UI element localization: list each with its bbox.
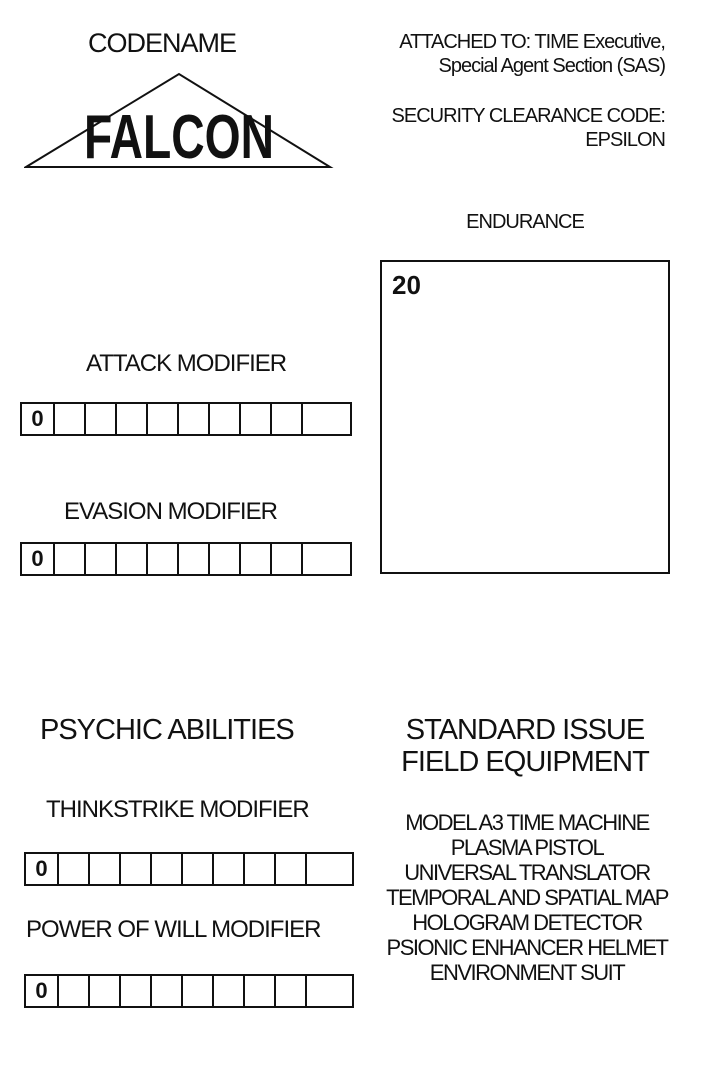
evasion-cell[interactable] <box>241 544 272 574</box>
evasion-cell[interactable] <box>272 544 303 574</box>
evasion-cell[interactable] <box>86 544 117 574</box>
attack-cell[interactable] <box>148 404 179 434</box>
evasion-cell[interactable]: 0 <box>20 542 55 576</box>
attack-cell[interactable] <box>179 404 210 434</box>
equipment-heading-line1: STANDARD ISSUE <box>405 714 645 746</box>
equipment-item: UNIVERSAL TRANSLATOR <box>404 860 650 885</box>
equipment-item: TEMPORAL AND SPATIAL MAP <box>386 885 668 910</box>
will-cell[interactable] <box>90 976 121 1006</box>
attack-modifier-label: ATTACK MODIFIER <box>86 350 287 377</box>
logo-text: FALCON <box>84 103 274 172</box>
will-cell[interactable] <box>214 976 245 1006</box>
attack-cell[interactable] <box>86 404 117 434</box>
attack-cell[interactable]: 0 <box>20 402 55 436</box>
equipment-item: MODEL A3 TIME MACHINE <box>405 810 649 835</box>
power-of-will-modifier-boxes <box>24 974 354 1008</box>
power-of-will-modifier-label: POWER OF WILL MODIFIER <box>26 916 321 943</box>
thinkstrike-modifier-label: THINKSTRIKE MODIFIER <box>46 796 309 823</box>
evasion-cell[interactable] <box>148 544 179 574</box>
equipment-list <box>360 810 694 985</box>
equipment-item: PSIONIC ENHANCER HELMET <box>386 935 668 960</box>
equipment-heading <box>380 714 670 778</box>
thinkstrike-cell[interactable] <box>307 854 338 884</box>
section-name: Special Agent Section (SAS) <box>438 55 665 77</box>
will-cell[interactable] <box>276 976 307 1006</box>
thinkstrike-cell[interactable] <box>152 854 183 884</box>
thinkstrike-cell[interactable] <box>121 854 152 884</box>
evasion-modifier-label: EVASION MODIFIER <box>64 498 277 525</box>
codename-label: CODENAME <box>88 28 237 58</box>
attachment-block <box>335 30 665 78</box>
evasion-cell[interactable] <box>55 544 86 574</box>
endurance-box[interactable] <box>380 260 670 574</box>
evasion-cell[interactable] <box>179 544 210 574</box>
thinkstrike-cell[interactable] <box>245 854 276 884</box>
equipment-item: ENVIRONMENT SUIT <box>429 960 625 985</box>
evasion-cell[interactable] <box>303 544 334 574</box>
attack-cell[interactable] <box>303 404 334 434</box>
thinkstrike-cell[interactable] <box>183 854 214 884</box>
thinkstrike-cell[interactable] <box>59 854 90 884</box>
thinkstrike-cell[interactable] <box>214 854 245 884</box>
psychic-abilities-heading: PSYCHIC ABILITIES <box>40 714 294 746</box>
endurance-value: 20 <box>392 270 421 300</box>
evasion-cell[interactable] <box>210 544 241 574</box>
will-cell[interactable] <box>183 976 214 1006</box>
evasion-modifier-boxes <box>20 542 352 576</box>
attack-cell[interactable] <box>210 404 241 434</box>
evasion-cell[interactable] <box>117 544 148 574</box>
equipment-item: PLASMA PISTOL <box>450 835 604 860</box>
will-cell[interactable]: 0 <box>24 974 59 1008</box>
endurance-label: ENDURANCE <box>466 211 584 233</box>
falcon-logo <box>24 72 334 172</box>
thinkstrike-cell[interactable]: 0 <box>24 852 59 886</box>
equipment-item: HOLOGRAM DETECTOR <box>412 910 642 935</box>
thinkstrike-cell[interactable] <box>276 854 307 884</box>
attached-to: ATTACHED TO: TIME Executive, <box>399 31 665 53</box>
attack-cell[interactable] <box>117 404 148 434</box>
attack-modifier-boxes <box>20 402 352 436</box>
attack-cell[interactable] <box>241 404 272 434</box>
attack-cell[interactable] <box>272 404 303 434</box>
equipment-heading-line2: FIELD EQUIPMENT <box>401 746 649 778</box>
will-cell[interactable] <box>307 976 338 1006</box>
clearance-label: SECURITY CLEARANCE CODE: <box>391 105 665 127</box>
thinkstrike-modifier-boxes <box>24 852 354 886</box>
will-cell[interactable] <box>121 976 152 1006</box>
will-cell[interactable] <box>59 976 90 1006</box>
will-cell[interactable] <box>152 976 183 1006</box>
thinkstrike-cell[interactable] <box>90 854 121 884</box>
attack-cell[interactable] <box>55 404 86 434</box>
will-cell[interactable] <box>245 976 276 1006</box>
clearance-code: EPSILON <box>585 129 665 151</box>
clearance-block <box>335 104 665 152</box>
